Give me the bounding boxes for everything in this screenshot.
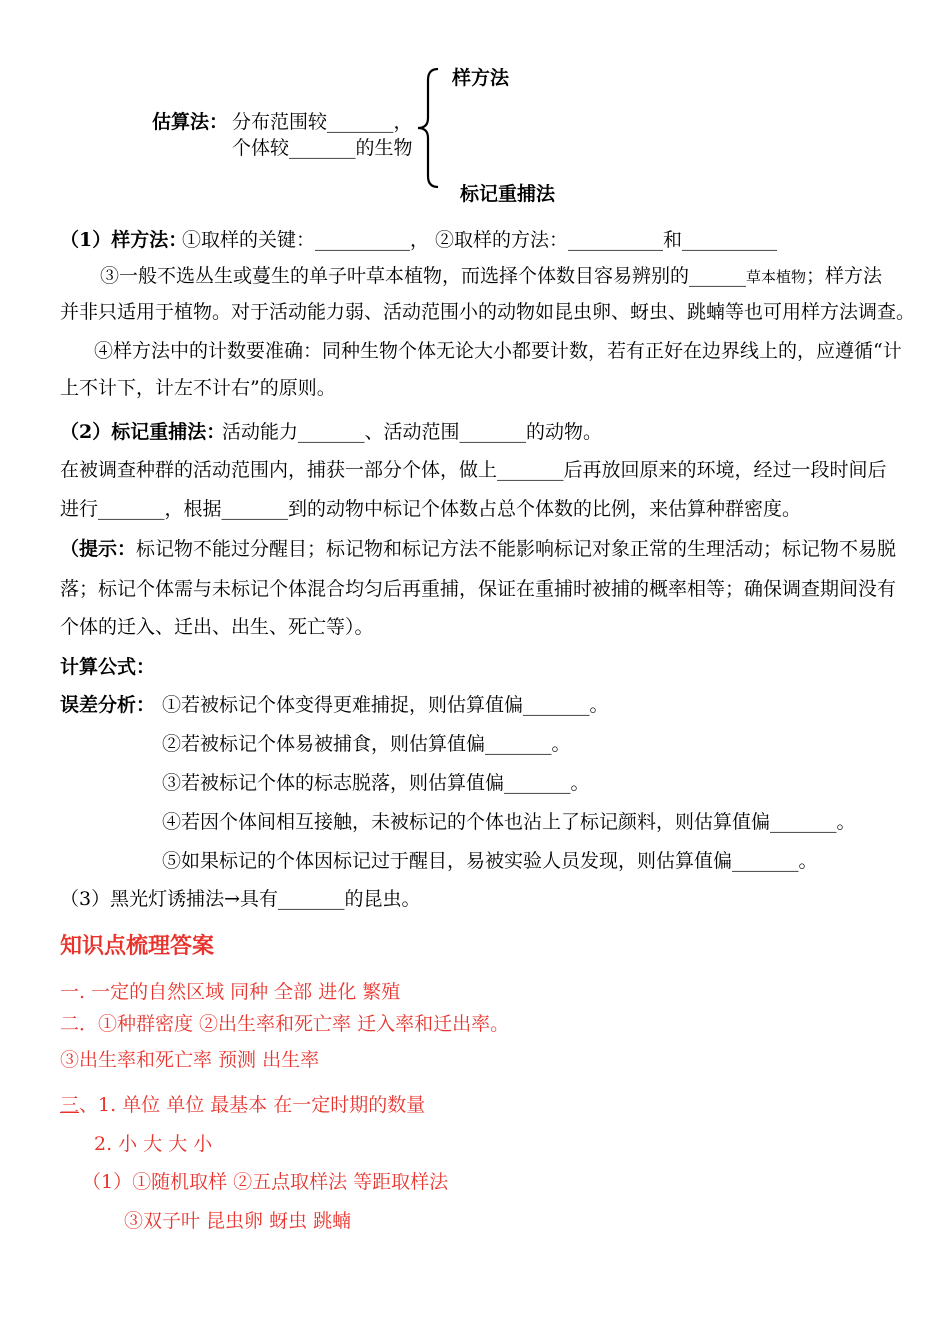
answer-line-2: 二．①种群密度 ②出生率和死亡率 迁入率和迁出率。 [60,1013,510,1035]
section-1-line-2a: ③一般不选丛生或蔓生的单子叶草本植物，而选择个体数目容易辨别的______ [100,265,747,287]
answer-line-6: （1）①随机取样 ②五点取样法 等距取样法 [82,1171,449,1193]
section-1-line-5: 上不计下，计左不计右”的原则。 [60,377,336,399]
section-1-heading: （1）样方法： [60,229,188,251]
tip-text-1: 标记物不能过分醒目；标记物和标记方法不能影响标记对象正常的生理活动；标记物不易脱 [136,538,897,560]
tip-line-3: 个体的迁入、迁出、出生、死亡等）。 [60,616,374,638]
section-1-line-4: ④样方法中的计数要准确：同种生物个体无论大小都要计数，若有正好在边界线上的，应遵循“计 [94,340,902,362]
estimation-line-2: 个体较_______的生物 [232,137,413,159]
answer-line-4 [60,1093,425,1117]
error-analysis-heading: 误差分析： [60,694,156,716]
estimation-label: 估算法： [152,111,229,133]
section-3-line-1: （3）黑光灯诱捕法→具有_______的昆虫。 [60,888,421,910]
section-1-line-1: ①取样的关键：__________， ②取样的方法：__________和__________ [182,229,778,251]
answer-line-3: ③出生率和死亡率 预测 出生率 [60,1049,320,1071]
error-item-5: ⑤如果标记的个体因标记过于醒目，易被实验人员发现，则估算值偏_______。 [162,850,818,872]
section-1-line-2c: ；样方法 [806,265,883,287]
sample-method-label: 样方法 [452,67,510,89]
curly-brace-icon [408,66,444,190]
answer-line-5: 2. 小 大 大 小 [94,1133,213,1155]
tip-heading: （提示： [60,538,137,560]
error-item-1: ①若被标记个体变得更难捕捉，则估算值偏_______。 [162,694,609,716]
section-2-heading: （2）标记重捕法： [60,421,226,443]
tip-line-2: 落；标记个体需与未标记个体混合均匀后再重捕，保证在重捕时被捕的概率相等；确保调查期间没有 [60,578,897,600]
formula-label: 计算公式： [60,656,156,678]
error-item-4: ④若因个体间相互接触，未被标记的个体也沾上了标记颜料，则估算值偏_______。 [162,811,856,833]
answers-title: 知识点梳理答案 [60,933,215,959]
section-1-line-3: 并非只适用于植物。对于活动能力弱、活动范围小的动物如昆虫卵、蚜虫、跳蝻等也可用样方法调查。 [60,301,916,323]
error-item-2: ②若被标记个体易被捕食，则估算值偏_______。 [162,733,571,755]
answer-line-4-number: 三 [60,1094,80,1116]
answer-line-7: ③双子叶 昆虫卵 蚜虫 跳蝻 [124,1210,352,1232]
mark-recapture-label: 标记重捕法 [460,183,556,205]
answer-line-1: 一. 一定的自然区域 同种 全部 进化 繁殖 [60,981,401,1003]
answer-line-4-text: 、1. 单位 单位 最基本 在一定时期的数量 [79,1094,426,1116]
section-2-line-2: 在被调查种群的活动范围内，捕获一部分个体，做上_______后再放回原来的环境，经过一段时间后 [60,459,887,481]
section-2-line-3: 进行_______，根据_______到的动物中标记个体数占总个体数的比例，来估算种群密度。 [60,498,802,520]
section-1-line-2b: 草本植物 [746,268,807,286]
section-1-line-2 [100,264,882,289]
error-item-3: ③若被标记个体的标志脱落，则估算值偏_______。 [162,772,590,794]
estimation-line-1: 分布范围较_______， [232,111,413,133]
tip-line-1 [60,537,896,561]
section-2-line-1: 活动能力_______、活动范围_______的动物。 [222,421,603,443]
